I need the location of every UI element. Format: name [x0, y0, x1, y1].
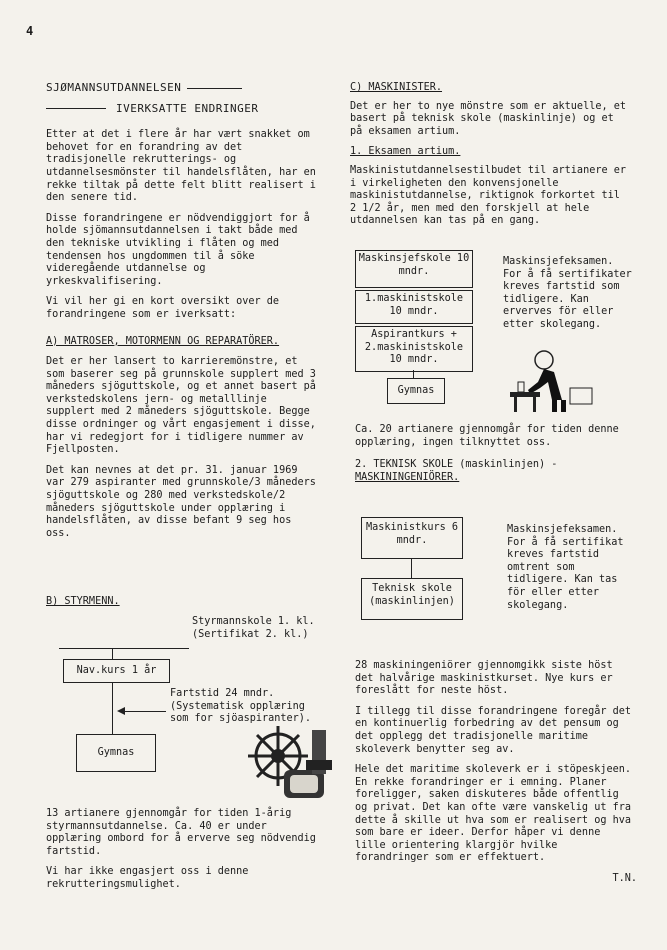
title-row [46, 82, 321, 95]
sub1-paragraph-2: Ca. 20 artianere gjennomgår for tiden denne opplæring, ingen tilknyttet oss. [355, 424, 619, 448]
section-c-title: C) MASKINISTER. [350, 82, 443, 93]
diagram-b-top-label: Styrmannskole 1. kl. (Sertifikat 2. kl.) [192, 616, 315, 640]
article-title: SJØMANNSUTDANNELSEN [46, 81, 182, 94]
section-b-paragraph-2: Vi har ikke engasjert oss i denne rekrutteringsmulighet. [46, 866, 249, 890]
diagram-c1-box-1maskinist: 1.maskinistskole 10 mndr. [355, 290, 473, 324]
sub2-paragraph-2: I tillegg til disse forandringene foregår det en kontinuerlig forbedring av det pensum og det opplegg det tradisjonelle maritime skoleverk benytter seg av. [355, 705, 632, 755]
section-b-paragraph-1: 13 artianere gjennomgår for tiden 1-årig styrmannsutdannelse. Ca. 40 er under opplæring ombord for å erverve seg nödvendig fartstid. [46, 808, 316, 857]
diagram-c1-box-gymnas: Gymnas [387, 378, 445, 404]
section-a-title: A) MATROSER, MOTORMENN OG REPARATÖRER. [46, 335, 280, 347]
right-column-mid [355, 424, 635, 484]
sub1-paragraph-1: Maskinistutdannelsestilbudet til artianere er i virkeligheten den konvensjonelle maskinistutdannelse, riktignok forkortet til 2 1/2 år, men med den forskjell at hele utdannelsen kan tas på en gang. [350, 164, 627, 227]
page-number: 4 [26, 24, 34, 38]
section-a-paragraph-2: Det kan nevnes at det pr. 31. januar 1969 var 279 aspiranter med grunnskole/3 måneders sjöguttskole og 280 med verkstedskole/2 måneders sjöguttskole under opplæring i handelsflåten, av disse befant 9 seg hos oss. [46, 464, 316, 539]
diagram-c2-box-teknisk: Teknisk skole (maskinlinjen) [361, 578, 463, 620]
right-column-bottom [355, 660, 637, 886]
section-c-paragraph-1: Det er her to nye mönstre som er aktuelle, et basert på teknisk skole (maskinlinje) og et på eksamen artium. [350, 100, 627, 137]
intro-paragraph-2: Disse forandringene er nödvendiggjort for å holde sjömannsutdannelsen i takt både med den tekniske utvikling i flåten og med tendensen hos ungdommen til å söke videregående utdannelse og yrkeskvalifisering. [46, 212, 310, 287]
diagram-c2-connector [411, 558, 412, 578]
ship-wheel-illustration [244, 720, 334, 804]
intro-paragraph-3: Vi vil her gi en kort oversikt over de forandringene som er iverksatt: [46, 296, 280, 320]
diagram-b-arrow-shaft [124, 711, 166, 712]
sub2-title-line-2: MASKININGENIÖRER. [355, 471, 460, 483]
signature: T.N. [612, 872, 637, 884]
diagram-b-top-line [59, 648, 189, 649]
right-column-top [350, 82, 632, 236]
diagram-c1-box-maskinsjef: Maskinsjefskole 10 mndr. [355, 250, 473, 288]
diagram-c1-side-text: Maskinsjefeksamen. For å få sertifikater kreves fartstid som tidligere. Kan erverves för eller etter skolegang. [503, 256, 632, 330]
sub1-title: 1. Eksamen artium. [350, 146, 461, 158]
left-column [46, 82, 321, 548]
title-rule [187, 88, 242, 89]
intro-paragraph-1: Etter at det i flere år har vært snakket om behovet for en forandring av det tradisjonelle rekrutterings- og utdannelsesmönster til handelsflåten, har en rekke tiltak på dette felt blitt realisert i den senere tid. [46, 129, 316, 204]
sub2-paragraph-1: 28 maskiningeniörer gjennomgikk siste höst det halvårige maskinistkurset. Nye kurs er foreslått for neste höst. [355, 660, 613, 697]
article-subtitle: IVERKSATTE ENDRINGER [116, 101, 259, 115]
diagram-b-box-nav: Nav.kurs 1 år [63, 659, 170, 683]
subtitle-rule [46, 108, 106, 109]
diagram-c2-side-text: Maskinsjefeksamen. For å få sertifikat kreves fartstid omtrent som tidligere. Kan tas för eller etter skolegang. [507, 524, 624, 611]
section-b-title: B) STYRMENN. [46, 596, 120, 607]
diagram-b-arrow-head [117, 707, 125, 715]
diagram-b-box-gymnas: Gymnas [76, 734, 156, 772]
sub2-title-line-1: 2. TEKNISK SKOLE (maskinlinjen) - [355, 459, 558, 471]
section-a-paragraph-1: Det er her lansert to karrieremönstre, et som baserer seg på grunnskole supplert med 3 måneders sjöguttskole, og et annet basert på verkstedskolens jern- og metalllinje supplert med 2 måneders sjöguttskole. Begge disse ordninger og vårt engasjement i disse, har vi redegjort for i tidligere nummer av Fjellposten. [46, 356, 316, 456]
desk-figure-illustration [508, 348, 594, 414]
diagram-b-connector-2 [112, 682, 113, 734]
diagram-c2-box-maskinistkurs: Maskinistkurs 6 mndr. [361, 517, 463, 559]
sub2-paragraph-3: Hele det maritime skoleverk er i stöpeskjeen. En rekke forandringer er i emning. Planer foreligger, saken diskuteres både offentlig og privat. Det kan ofte være vanskelig ut fra dette å skille ut hva som er realisert og hva som bare er ideer. Derfor håper vi denne lille orientering klargjör hvilke forandringer som er effektuert. [355, 764, 632, 864]
diagram-b-arrow-label: Fartstid 24 mndr. (Systematisk opplæring som for sjöaspiranter). [170, 688, 312, 725]
subtitle-row [46, 103, 321, 116]
diagram-c1-box-aspirant: Aspirantkurs + 2.maskinistskole 10 mndr. [355, 326, 473, 372]
diagram-c1-connector [413, 370, 414, 378]
